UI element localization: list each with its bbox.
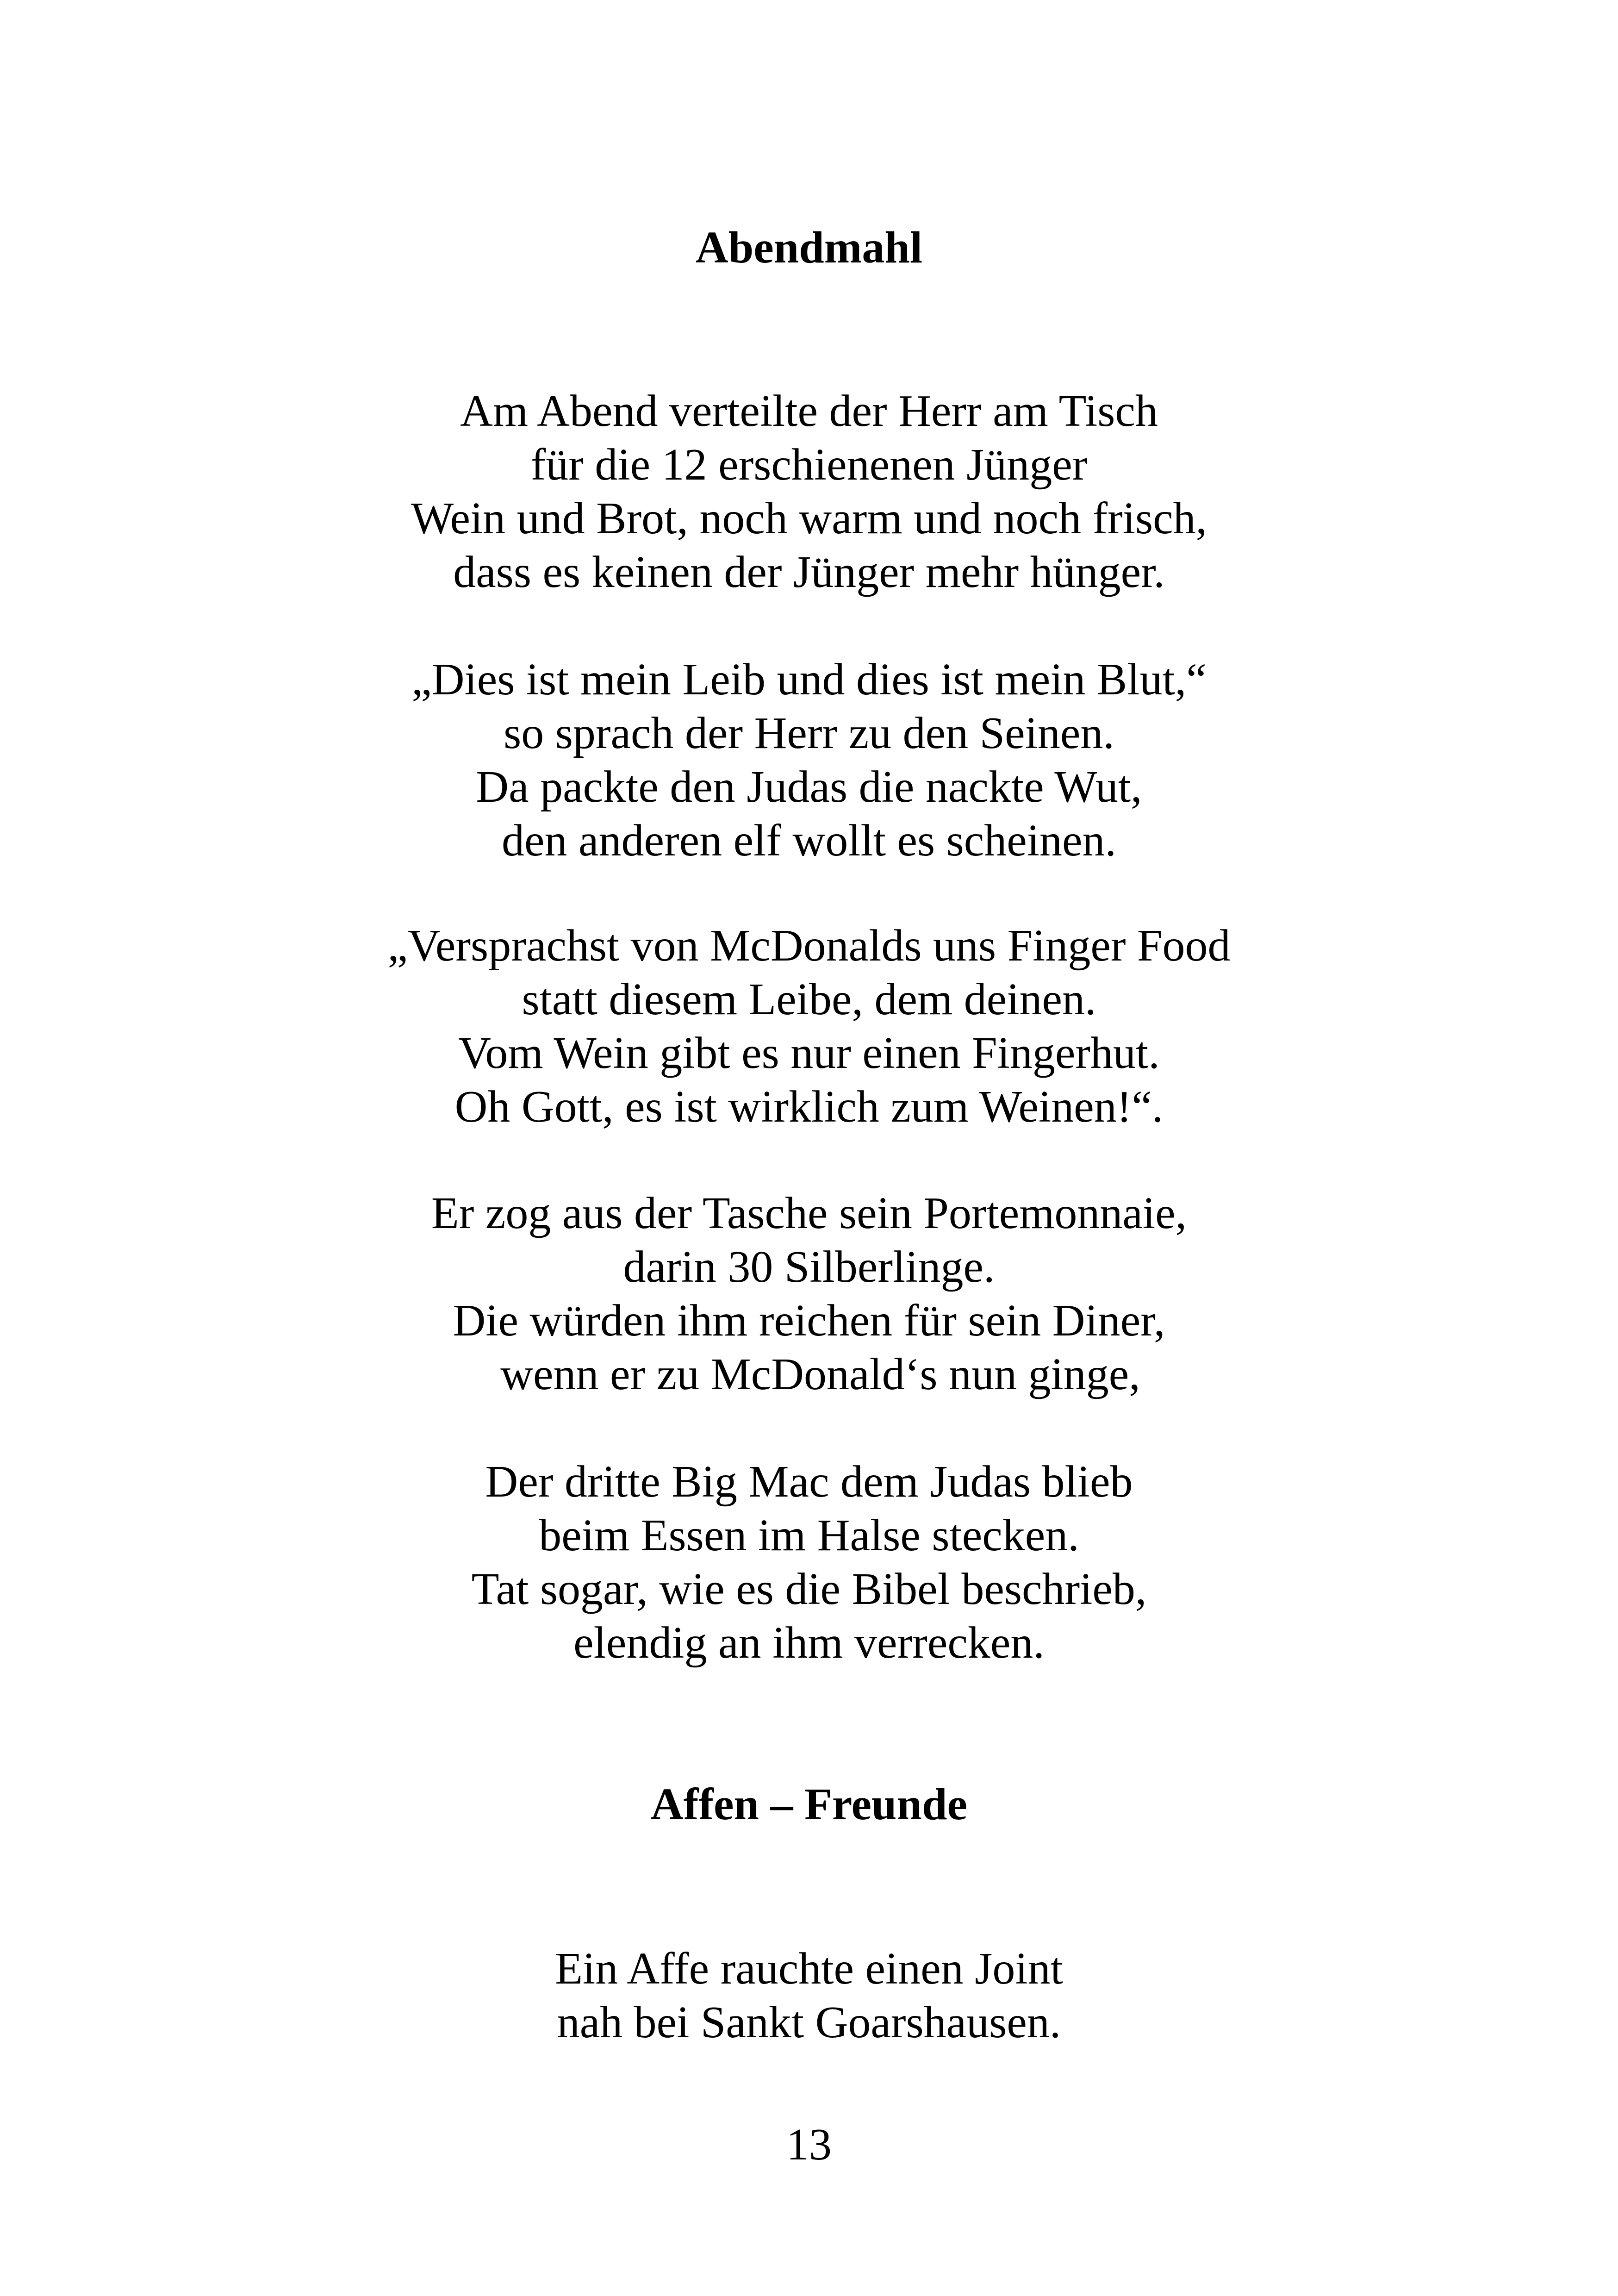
verse-line: Vom Wein gibt es nur einen Fingerhut. — [458, 1028, 1160, 1078]
verse-line: Da packte den Judas die nackte Wut, — [476, 762, 1142, 812]
verse-line: den anderen elf wollt es scheinen. — [502, 816, 1116, 866]
stanza-5 — [0, 1455, 1618, 1670]
verse-line: Der dritte Big Mac dem Judas blieb — [485, 1457, 1133, 1507]
verse-line: „Versprachst von McDonalds uns Finger Food — [387, 921, 1231, 971]
verse-line: dass es keinen der Jünger mehr hünger. — [453, 547, 1165, 597]
stanza-4 — [0, 1186, 1618, 1401]
poem-title-affen-freunde: Affen – Freunde — [650, 1779, 968, 1829]
verse-line: nah bei Sankt Goarshausen. — [557, 1997, 1061, 2047]
verse-line: darin 30 Silberlinge. — [623, 1242, 995, 1292]
stanza-3 — [0, 919, 1618, 1134]
page-number: 13 — [786, 2120, 832, 2170]
verse-line: statt diesem Leibe, dem deinen. — [522, 974, 1096, 1024]
verse-line: wenn er zu McDonald‘s nun ginge, — [478, 1349, 1140, 1399]
verse-line: Am Abend verteilte der Herr am Tisch — [460, 386, 1158, 436]
poem-title-abendmahl: Abendmahl — [695, 223, 923, 273]
verse-line: Er zog aus der Tasche sein Portemonnaie, — [431, 1188, 1187, 1238]
verse-line: Tat sogar, wie es die Bibel beschrieb, — [471, 1564, 1147, 1614]
stanza-1 — [0, 384, 1618, 599]
verse-line: Die würden ihm reichen für sein Diner, — [453, 1296, 1165, 1346]
verse-line: Ein Affe rauchte einen Joint — [555, 1944, 1063, 1994]
verse-line: beim Essen im Halse stecken. — [539, 1510, 1079, 1560]
verse-line: Wein und Brot, noch warm und noch frisch, — [411, 493, 1207, 543]
verse-line: für die 12 erschienenen Jünger — [530, 440, 1088, 490]
verse-line: so sprach der Herr zu den Seinen. — [504, 708, 1114, 758]
stanza-6 — [0, 1942, 1618, 2049]
verse-line: elendig an ihm verrecken. — [573, 1618, 1045, 1668]
verse-line: Oh Gott, es ist wirklich zum Weinen!“. — [454, 1082, 1164, 1132]
verse-line: „Dies ist mein Leib und dies ist mein Blut,“ — [411, 655, 1207, 705]
stanza-2 — [0, 653, 1618, 867]
